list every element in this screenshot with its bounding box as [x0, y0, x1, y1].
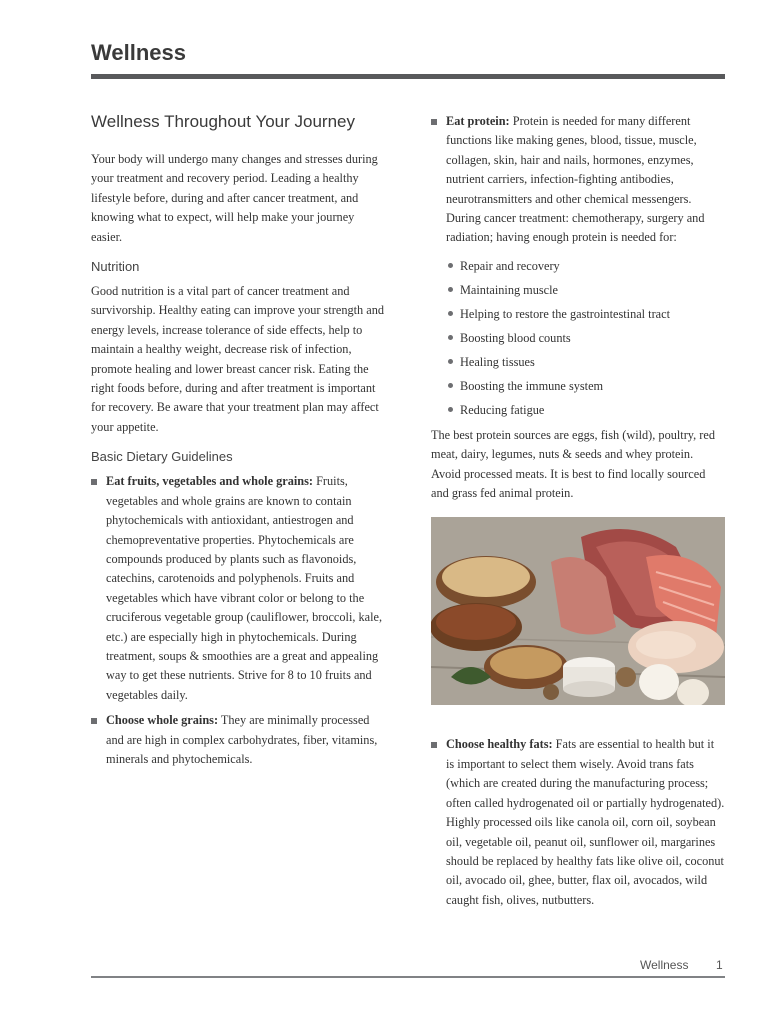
guideline-item-fats — [431, 735, 725, 910]
protein-benefits-list — [431, 254, 725, 422]
square-bullet-icon — [91, 479, 97, 485]
guideline-lead: Choose whole grains: — [106, 713, 219, 728]
square-bullet-icon — [431, 119, 437, 125]
dot-bullet-icon — [448, 311, 453, 316]
dot-bullet-icon — [448, 263, 453, 268]
guideline-text: Fruits, vegetables and whole grains are known to contain phytochemicals with antioxidant, antiestrogen and chemopreventative properties. Phytochemicals are compounds produced by plants such as flavonoids, catechins, carotenoids and polyphenols. Fruits and vegetables which have vibrant color or belong to the cruciferous vegetable group (cauliflower, broccoli, kale, etc.) are especially high in phytochemicals. During treatment, soups & smoothies are a great and appealing way to get these nutrients. Strive for 8 to 10 fruits and vegetables daily. — [106, 474, 383, 702]
dot-bullet-icon — [448, 359, 453, 364]
dot-bullet-icon — [448, 383, 453, 388]
page-number: 1 — [716, 958, 723, 972]
dot-bullet-icon — [448, 407, 453, 412]
footer-divider — [91, 976, 725, 978]
list-item: Reducing fatigue — [446, 398, 725, 422]
guideline-item-grains — [91, 711, 386, 769]
page-title: Wellness — [91, 40, 186, 65]
protein-foods-illustration — [431, 517, 725, 705]
list-item: Maintaining muscle — [446, 278, 725, 302]
intro-paragraph: Your body will undergo many changes and stresses during your treatment and recovery period. Leading a healthy lifestyle before, during and after cancer treatment, and knowing what to expect, will help make your journey easier. — [91, 152, 378, 244]
dot-bullet-icon — [448, 335, 453, 340]
guideline-text: Fats are essential to health but it is important to select them wisely. Avoid trans fats (which are created during the manufacturing process; often called hydrogenated oil or partially hydrogenated). Highly processed oils like canola oil, corn oil, soybean oil, vegetable oil, peanut oil, sunflower oil, margarines should be replaced by healthy fats like olive oil, coconut oil, avocado oil, ghee, butter, flax oil, avocados, wild caught fish, olives, nutbutters. — [446, 737, 725, 907]
left-column — [91, 112, 386, 775]
guideline-item-protein — [431, 112, 725, 248]
list-item: Healing tissues — [446, 350, 725, 374]
list-item: Repair and recovery — [446, 254, 725, 278]
list-item: Boosting blood counts — [446, 326, 725, 350]
header-divider — [91, 74, 725, 79]
nutrition-heading: Nutrition — [91, 259, 140, 275]
dot-bullet-icon — [448, 287, 453, 292]
square-bullet-icon — [91, 718, 97, 724]
section-title: Wellness Throughout Your Journey — [91, 112, 355, 131]
guideline-lead: Choose healthy fats: — [446, 737, 553, 752]
guideline-text: Protein is needed for many different functions like making genes, blood, tissue, muscle, collagen, skin, hair and nails, hormones, enzymes, nutrient carriers, infection-fighting antibodies, neurotransmitters and other chemical messengers. During cancer treatment: chemotherapy, surgery and radiation; having enough protein is needed for: — [446, 114, 705, 245]
guidelines-heading: Basic Dietary Guidelines — [91, 449, 233, 465]
guideline-item-fruits — [91, 472, 386, 705]
protein-foods-photo — [431, 517, 725, 705]
guideline-lead: Eat protein: — [446, 114, 510, 128]
guideline-text: They are minimally processed and are high in complex carbohydrates, fiber, vitamins, minerals and phytochemicals. — [106, 713, 378, 766]
right-column — [431, 112, 725, 916]
guideline-lead: Eat fruits, vegetables and whole grains: — [106, 474, 313, 489]
square-bullet-icon — [431, 742, 437, 748]
list-item: Helping to restore the gastrointestinal tract — [446, 302, 725, 326]
nutrition-paragraph: Good nutrition is a vital part of cancer treatment and survivorship. Healthy eating can improve your strength and energy levels, increase tolerance of side effects, help to maintain a healthy weight, decrease risk of infection, promote healing and lower breast cancer risk. Eating the right foods before, during and after treatment is important for recovery. Be aware that your treatment plan may affect your appetite. — [91, 284, 385, 434]
footer-section-label: Wellness — [640, 958, 689, 972]
protein-sources-paragraph: The best protein sources are eggs, fish (wild), poultry, red meat, dairy, legumes, nuts & seeds and whey protein. Avoid processed meats. It is best to find locally sourced and grass fed animal protein. — [431, 427, 715, 501]
list-item: Boosting the immune system — [446, 374, 725, 398]
